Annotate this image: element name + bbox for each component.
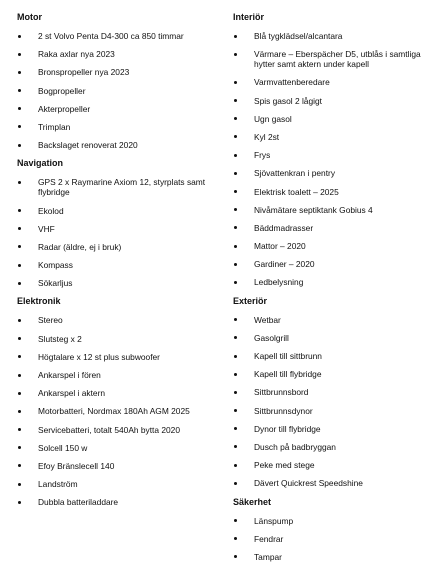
list-item: Stereo	[17, 315, 217, 325]
list-item: Spis gasol 2 lågigt	[233, 96, 423, 106]
safety-list	[233, 516, 423, 562]
list-item: Solcell 150 w	[17, 443, 217, 453]
list-item: Frys	[233, 150, 423, 160]
list-item: Tampar	[233, 552, 423, 562]
list-item: Trimplan	[17, 122, 217, 132]
list-item: Gardiner – 2020	[233, 259, 423, 269]
motor-list	[17, 31, 217, 150]
section-heading-navigation: Navigation	[17, 158, 64, 169]
list-item: Bogpropeller	[17, 86, 217, 96]
list-item: Landström	[17, 479, 217, 489]
list-item: Fendrar	[233, 534, 423, 544]
right-column	[233, 12, 423, 570]
list-item: Kyl 2st	[233, 132, 423, 142]
list-item: 2 st Volvo Penta D4-300 ca 850 timmar	[17, 31, 217, 41]
list-item: Peke med stege	[233, 460, 423, 470]
list-item: Efoy Bränslecell 140	[17, 461, 217, 471]
list-item: Servicebatteri, totalt 540Ah bytta 2020	[17, 425, 217, 435]
list-item: Dusch på badbryggan	[233, 442, 423, 452]
list-item: Sittbrunnsdynor	[233, 406, 423, 416]
list-item: Slutsteg x 2	[17, 334, 217, 344]
list-item: Bronspropeller nya 2023	[17, 67, 217, 77]
list-item: Blå tygklädsel/alcantara	[233, 31, 423, 41]
list-item: Sittbrunnsbord	[233, 387, 423, 397]
list-item: Akterpropeller	[17, 104, 217, 114]
list-item: Dynor till flybridge	[233, 424, 423, 434]
list-item: Ankarspel i fören	[17, 370, 217, 380]
list-item: Ledbelysning	[233, 277, 423, 287]
section-heading-motor: Motor	[17, 12, 42, 22]
list-item: Nivåmätare septiktank Gobius 4	[233, 205, 423, 215]
list-item: Bäddmadrasser	[233, 223, 423, 233]
section-heading-interior: Interiör	[233, 12, 265, 22]
elektronik-list	[17, 315, 217, 507]
list-item: Gasolgrill	[233, 333, 423, 343]
list-item: Värmare – Eberspächer D5, utblås i samtliga hytter samt aktern under kapell	[233, 49, 423, 69]
list-item: Ekolod	[17, 206, 217, 216]
list-item: Dävert Quickrest Speedshine	[233, 478, 423, 488]
list-item: Varmvattenberedare	[233, 77, 423, 87]
list-item: Dubbla batteriladdare	[17, 497, 217, 507]
list-item: Kapell till flybridge	[233, 369, 423, 379]
list-item: Mattor – 2020	[233, 241, 423, 251]
section-heading-exterior: Exteriör	[233, 295, 268, 306]
list-item: Raka axlar nya 2023	[17, 49, 217, 59]
interior-list	[233, 31, 423, 287]
list-item: Kompass	[17, 260, 217, 270]
list-item: Högtalare x 12 st plus subwoofer	[17, 352, 217, 362]
section-heading-elektronik: Elektronik	[17, 296, 61, 307]
navigation-list	[17, 177, 217, 288]
list-item: Sjövattenkran i pentry	[233, 168, 423, 178]
list-item: VHF	[17, 224, 217, 234]
list-item: Elektrisk toalett – 2025	[233, 187, 423, 197]
list-item: Motorbatteri, Nordmax 180Ah AGM 2025	[17, 406, 217, 416]
list-item: Kapell till sittbrunn	[233, 351, 423, 361]
list-item: Sökarljus	[17, 278, 217, 288]
list-item: Ugn gasol	[233, 114, 423, 124]
list-item: Ankarspel i aktern	[17, 388, 217, 398]
list-item: Länspump	[233, 516, 423, 526]
list-item: GPS 2 x Raymarine Axiom 12, styrplats samt flybridge	[17, 177, 217, 197]
list-item: Backslaget renoverat 2020	[17, 140, 217, 150]
left-column	[17, 12, 217, 516]
list-item: Radar (äldre, ej i bruk)	[17, 242, 217, 252]
section-heading-safety: Säkerhet	[233, 496, 272, 507]
list-item: Wetbar	[233, 315, 423, 325]
exterior-list	[233, 315, 423, 489]
